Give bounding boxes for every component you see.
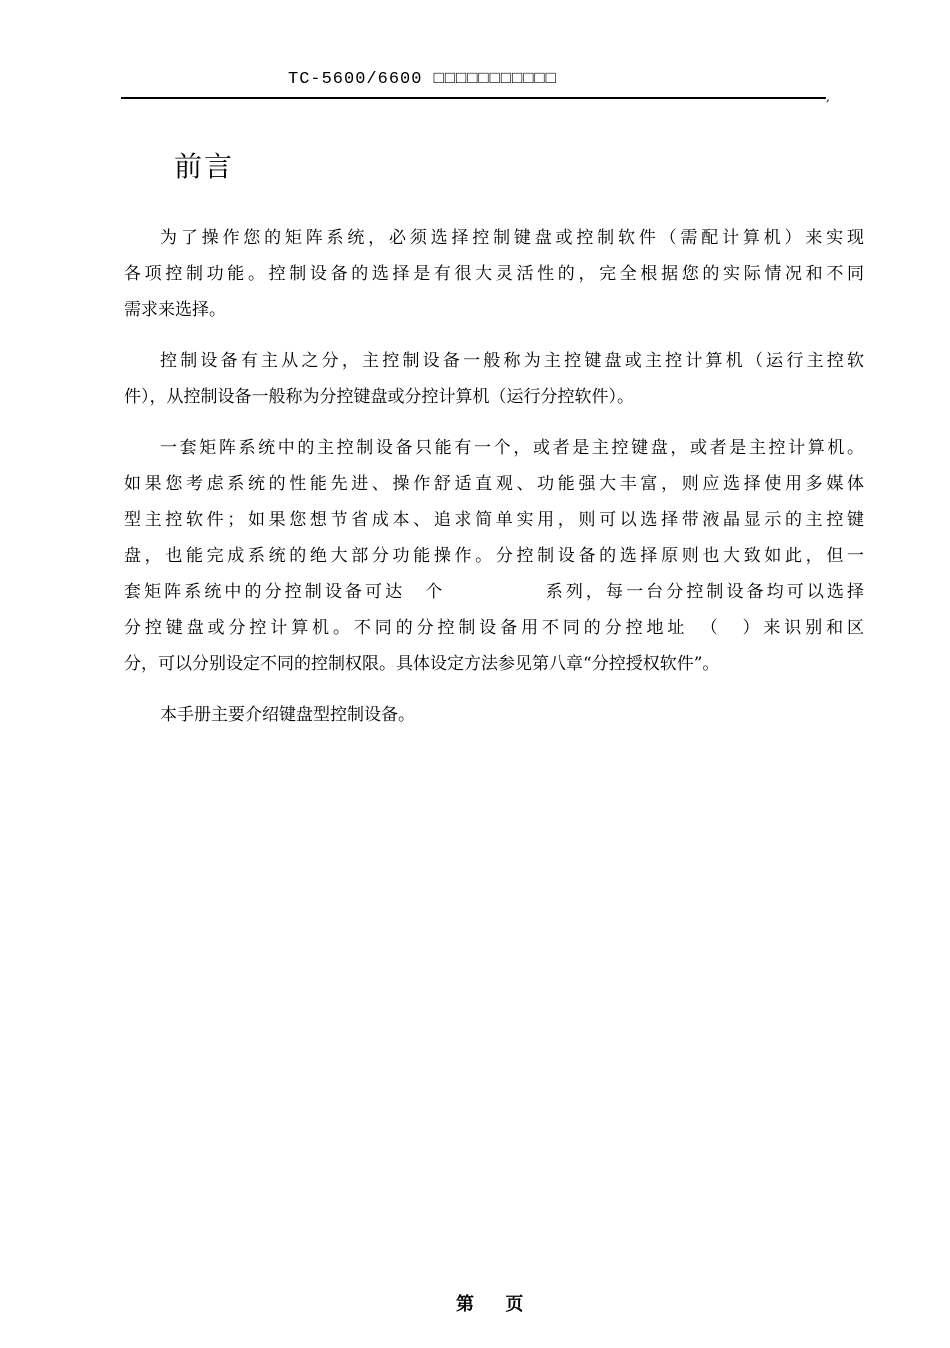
paragraph-line: 套矩阵系统中的分控制设备可达 个 系列，每一台分控制设备均可以选择	[124, 582, 864, 602]
paragraph-manual-scope	[124, 697, 864, 733]
paragraph-master-slave	[124, 343, 864, 415]
paragraph-intro	[124, 220, 864, 328]
paragraph-line: 盘，也能完成系统的绝大部分功能操作。分控制设备的选择原则也大致如此，但一	[124, 546, 864, 566]
page-title: 前言	[174, 150, 235, 183]
paragraph-line: 一套矩阵系统中的主控制设备只能有一个，或者是主控键盘，或者是主控计算机。	[160, 438, 864, 458]
paragraph-line: 本手册主要介绍键盘型控制设备。	[160, 705, 415, 725]
page-header: TC-5600/6600 □□□□□□□□□□□	[288, 70, 557, 89]
paragraph-line: 控制设备有主从之分，主控制设备一般称为主控键盘或主控计算机（运行主控软	[160, 351, 864, 371]
paragraph-line: 各项控制功能。控制设备的选择是有很大灵活性的，完全根据您的实际情况和不同	[124, 264, 864, 284]
paragraph-line: 需求来选择。	[124, 300, 226, 320]
paragraph-line: 分，可以分别设定不同的控制权限。具体设定方法参见第八章“分控授权软件”。	[124, 654, 720, 674]
header-rule-mark: ,	[826, 90, 830, 104]
body-text	[124, 220, 864, 748]
paragraph-line: 件），从控制设备一般称为分控键盘或分控计算机（运行分控软件）。	[124, 387, 634, 407]
page-number-label: 第 页	[456, 1294, 524, 1315]
paragraph-line: 如果您考虑系统的性能先进、操作舒适直观、功能强大丰富，则应选择使用多媒体	[124, 474, 864, 494]
paragraph-line: 为了操作您的矩阵系统，必须选择控制键盘或控制软件（需配计算机）来实现	[160, 228, 864, 248]
paragraph-selection	[124, 430, 864, 682]
header-rule	[121, 97, 826, 99]
paragraph-line: 分控键盘或分控计算机。不同的分控制设备用不同的分控地址 （ ）来识别和区	[124, 618, 864, 638]
paragraph-line: 型主控软件；如果您想节省成本、追求简单实用，则可以选择带液晶显示的主控键	[124, 510, 864, 530]
